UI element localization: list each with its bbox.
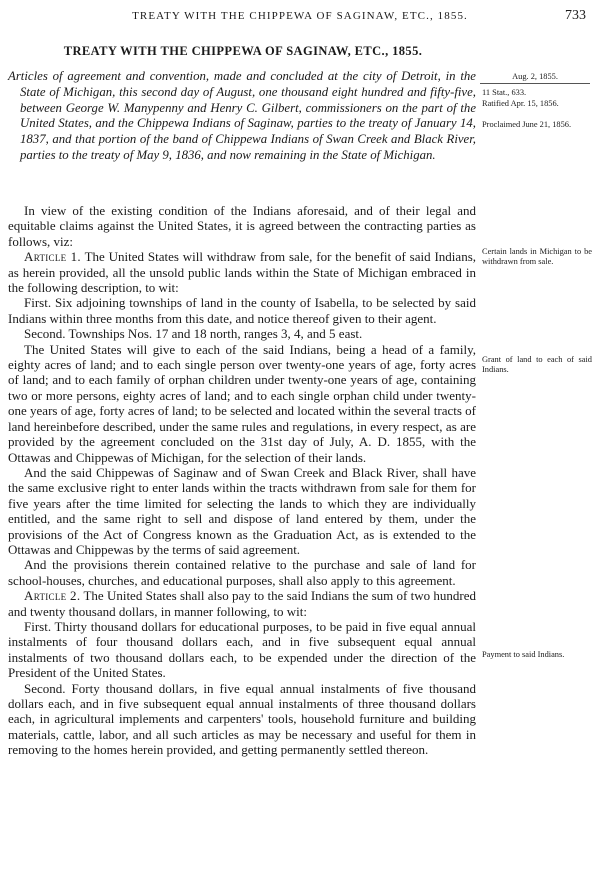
margin-note-proclaimed: Proclaimed June 21, 1856. <box>482 120 572 129</box>
paragraph-first-townships: First. Six adjoining townships of land in the county of Isabella, to be selected by said Indians within three months from this date, and notice thereof given to their agent. <box>8 295 476 326</box>
running-head-title: TREATY WITH THE CHIPPEWA OF SAGINAW, ETC., 1855. <box>132 10 468 22</box>
paragraph-article-1 <box>8 249 476 295</box>
article-2-label: Article 2. <box>24 588 81 604</box>
margin-note-date: Aug. 2, 1855. <box>480 72 590 84</box>
margin-note-payment: Payment to said Indians. <box>482 650 565 659</box>
paragraph-school-lands: And the provisions therein contained relative to the purchase and sale of land for school-houses, churches, and educational purposes, shall also apply to this agreement. <box>8 557 476 588</box>
paragraph-exclusive-right: And the said Chippewas of Saginaw and of Swan Creek and Black River, shall have the same exclusive right to enter lands within the tracts withdrawn from sale for them for five years after the time limited for selecting the lands to which they are individually entitled, and the same right to sell and dispose of land entered by them, under the provisions of the Act of Congress known as the Graduation Act, as is extended to the Ottawas and Chippewas by the terms of said agreement. <box>8 464 476 557</box>
document-title: TREATY WITH THE CHIPPEWA OF SAGINAW, ETC., 1855. <box>63 44 423 58</box>
paragraph-second-townships: Second. Townships Nos. 17 and 18 north, ranges 3, 4, and 5 east. <box>24 326 363 342</box>
paragraph-intro: In view of the existing condition of the Indians aforesaid, and of their legal and equitable claims against the United States, it is agreed between the contracting parties as follows, viz: <box>8 203 476 249</box>
paragraph-education-funds: First. Thirty thousand dollars for educational purposes, to be paid in five equal annual instalments of four thousand dollars each, and in five subsequent equal annual instalments of two thousand dollars each, to be expended under the direction of the President of the United States. <box>8 618 476 681</box>
paragraph-article-2 <box>8 588 476 619</box>
article-1-label: Article 1. <box>24 249 81 265</box>
page-number: 733 <box>565 8 586 23</box>
paragraph-agricultural-funds: Second. Forty thousand dollars, in five equal annual instalments of five thousand dollars each, and in five subsequent equal annual instalments of three thousand dollars each, in agricultural implements and carpenters' tools, household furniture and building materials, cattle, labor, and all such articles as may be necessary and useful for them in removing to the homes herein provided, and getting permanently settled thereon. <box>8 680 476 758</box>
margin-note-citation: 11 Stat., 633. <box>482 88 527 97</box>
article-2-text: The United States shall also pay to the said Indians the sum of two hundred and twenty thousand dollars, in manner following, to wit: <box>8 588 477 619</box>
treaty-body <box>8 203 476 758</box>
running-head <box>0 10 600 28</box>
margin-note-ratified: Ratified Apr. 15, 1856. <box>482 99 559 108</box>
margin-note-certain-lands: Certain lands in Michigan to be withdrawn from sale. <box>482 247 592 266</box>
article-1-text: The United States will withdraw from sale, for the benefit of said Indians, as herein provided, all the unsold public lands within the State of Michigan embraced in the following description, to wit: <box>8 249 476 296</box>
paragraph-land-grants: The United States will give to each of the said Indians, being a head of a family, eighty acres of land; and to each single person over twenty-one years of age, forty acres of land; and to each family of orphan children under twenty-one years of age, containing two or more persons, eighty acres of land; and to each single orphan child under twenty-one years of age, forty acres of land; to be selected and located within the several tracts of land hereinbefore described, under the same rules and regulations, in every respect, as are provided by the agreement concluded on the 31st day of July, A. D. 1855, with the Ottawas and Chippewas of Michigan, for the selection of their lands. <box>8 341 476 465</box>
margin-note-grant-of-land: Grant of land to each of said Indians. <box>482 355 592 374</box>
preamble: Articles of agreement and convention, made and concluded at the city of Detroit, in the State of Michigan, this second day of August, one thousand eight hundred and fifty-five, between George W. Manypenny and Henry C. Gilbert, commissioners on the part of the United States, and the Chippewa Indians of Saginaw, parties to the treaty of January 14, 1837, and that portion of the band of Chippewa Indians of Swan Creek and Black River, parties to the treaty of May 9, 1836, and now remaining in the State of Michigan. <box>8 69 476 162</box>
